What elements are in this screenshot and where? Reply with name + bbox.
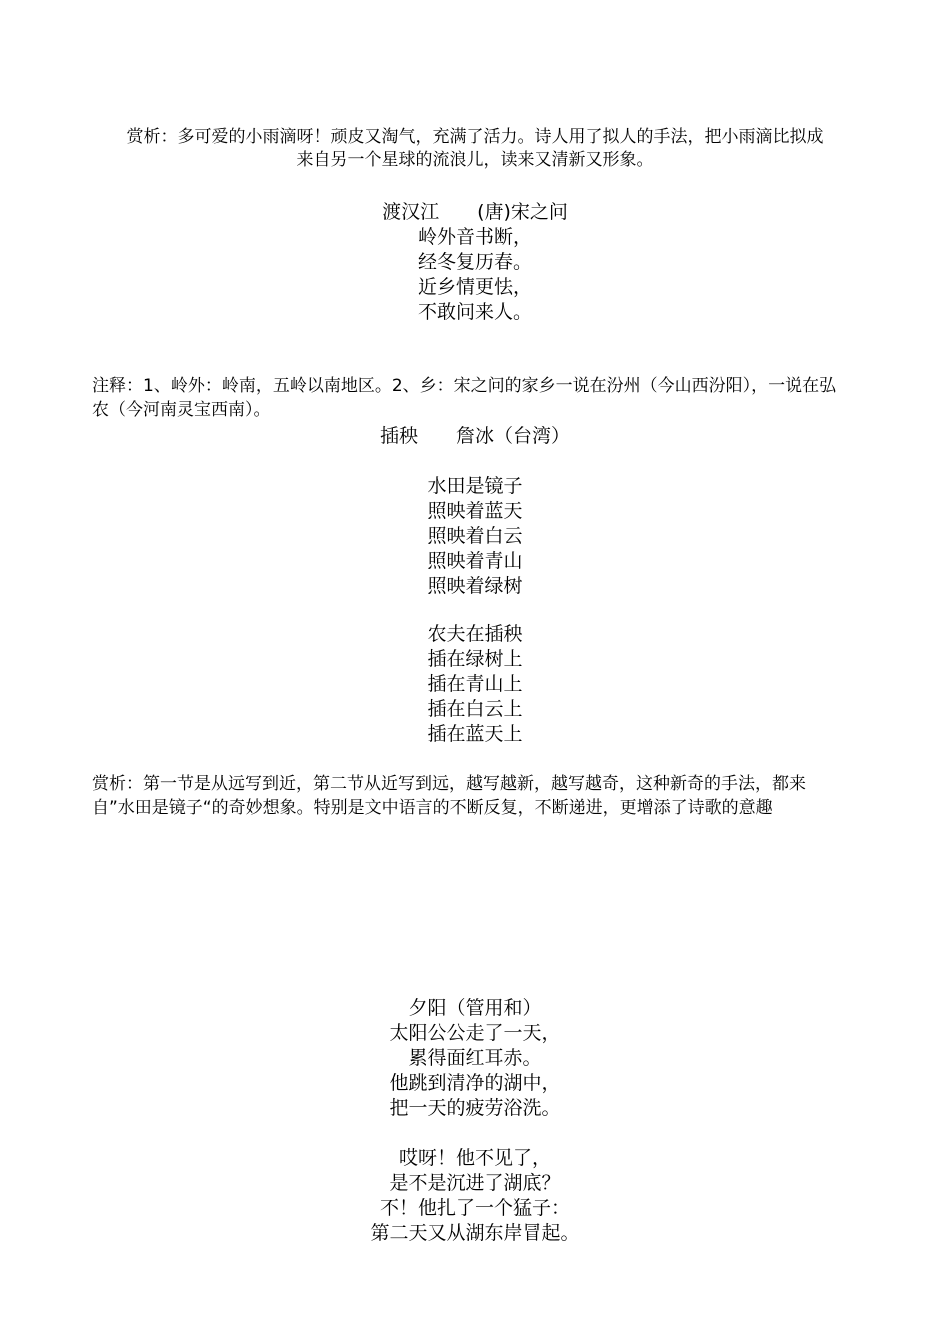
poem-2-line: 照映着青山 bbox=[427, 550, 523, 572]
poem-2-line: 水田是镜子 bbox=[427, 475, 523, 497]
poem-2-title: 插秧 詹冰（台湾） bbox=[379, 425, 570, 447]
poem-1 bbox=[0, 200, 950, 325]
note-1 bbox=[92, 374, 862, 422]
poem-2-title-block bbox=[0, 424, 950, 449]
note-1-line-2: 农（今河南灵宝西南）。 bbox=[92, 400, 271, 420]
poem-2-line: 插在绿树上 bbox=[427, 648, 523, 670]
poem-2-line: 插在青山上 bbox=[427, 673, 523, 695]
poem-3-line: 把一天的疲劳浴洗。 bbox=[389, 1097, 561, 1119]
poem-3-line: 太阳公公走了一天， bbox=[389, 1022, 561, 1044]
poem-2-line: 插在蓝天上 bbox=[427, 723, 523, 745]
poem-3-stanza-2 bbox=[0, 1146, 950, 1246]
poem-2-line: 插在白云上 bbox=[427, 698, 523, 720]
poem-3-line: 不！他扎了一个猛子： bbox=[379, 1197, 570, 1219]
poem-1-line: 近乡情更怯， bbox=[417, 276, 532, 298]
appreciation-1 bbox=[0, 126, 950, 172]
poem-3-line: 第二天又从湖东岸冒起。 bbox=[370, 1222, 580, 1244]
poem-2-stanza-2 bbox=[0, 622, 950, 747]
poem-3-line: 他跳到清净的湖中， bbox=[389, 1072, 561, 1094]
note-1-line-1: 注释：1、岭外：岭南，五岭以南地区。2、乡：宋之问的家乡一说在汾州（今山西汾阳），一说在弘 bbox=[92, 376, 837, 396]
appreciation-2-line-2: 自”水田是镜子“的奇妙想象。特别是文中语言的不断反复，不断递进，更增添了诗歌的意趣 bbox=[92, 798, 773, 818]
poem-3-line: 哎呀！他不见了， bbox=[398, 1147, 551, 1169]
poem-2-line: 农夫在插秧 bbox=[427, 623, 523, 645]
poem-2-line: 照映着白云 bbox=[427, 525, 523, 547]
appreciation-2-line-1: 赏析：第一节是从远写到近，第二节从近写到远，越写越新，越写越奇，这种新奇的手法，都来 bbox=[92, 774, 806, 794]
poem-2-line: 照映着绿树 bbox=[427, 575, 523, 597]
appreciation-1-line-1: 赏析：多可爱的小雨滴呀！顽皮又淘气，充满了活力。诗人用了拟人的手法，把小雨滴比拟成 bbox=[126, 127, 824, 147]
poem-1-line: 不敢问来人。 bbox=[417, 301, 532, 323]
poem-1-title: 渡汉江 (唐)宋之问 bbox=[382, 201, 568, 223]
poem-2-stanza-1 bbox=[0, 474, 950, 599]
poem-1-line: 经冬复历春。 bbox=[417, 251, 532, 273]
poem-2-line: 照映着蓝天 bbox=[427, 500, 523, 522]
poem-3 bbox=[0, 996, 950, 1121]
appreciation-2 bbox=[92, 772, 862, 820]
poem-3-line: 累得面红耳赤。 bbox=[408, 1047, 542, 1069]
appreciation-1-line-2: 来自另一个星球的流浪儿，读来又清新又形象。 bbox=[296, 150, 654, 170]
poem-3-line: 是不是沉进了湖底？ bbox=[389, 1172, 561, 1194]
poem-1-line: 岭外音书断， bbox=[417, 226, 532, 248]
poem-3-title: 夕阳（管用和） bbox=[408, 997, 542, 1019]
